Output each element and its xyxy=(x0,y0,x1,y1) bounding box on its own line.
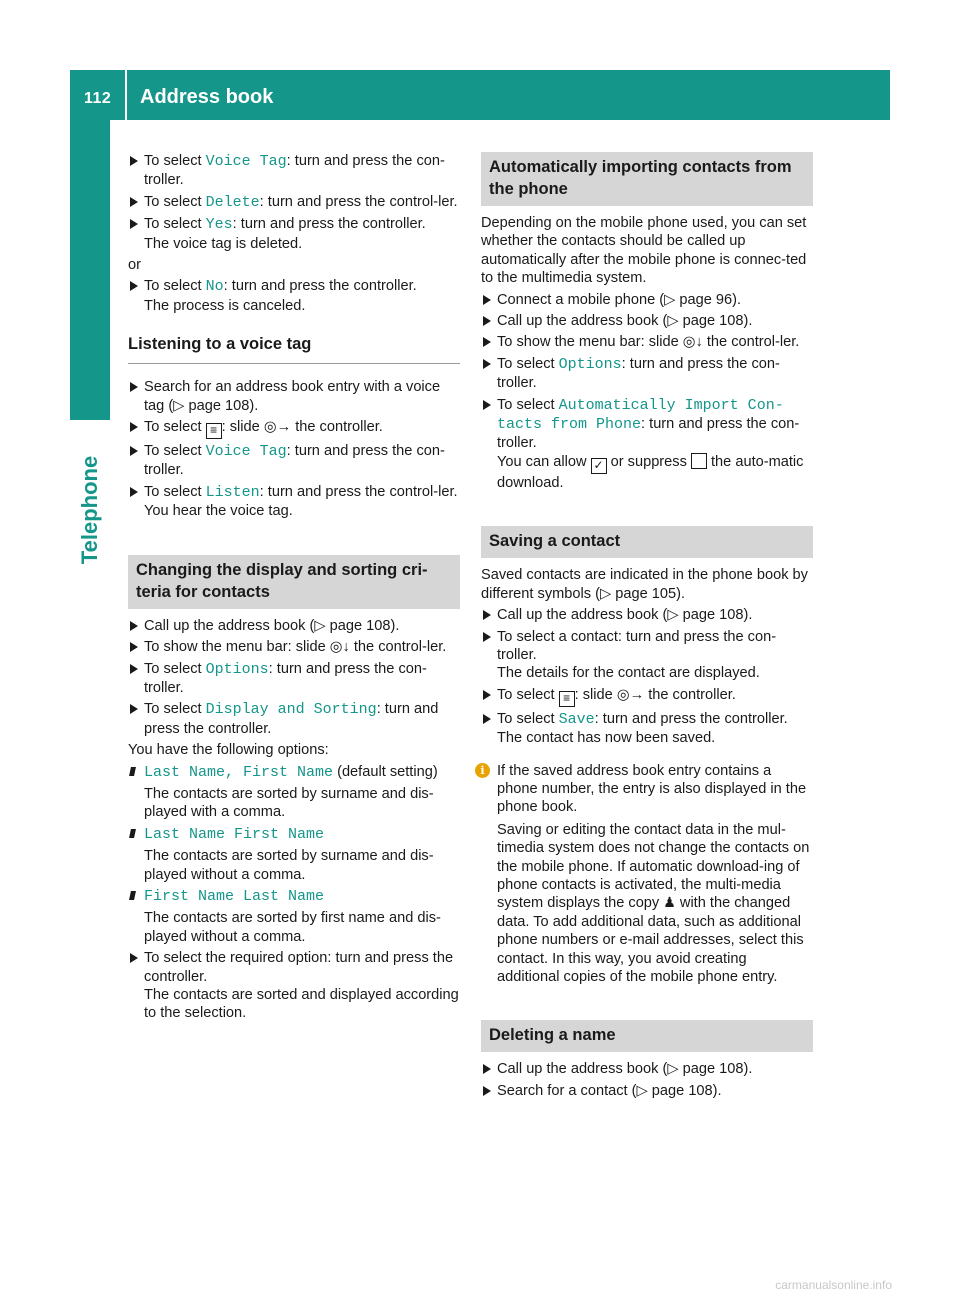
step-select-menu-symbol: To select ≡ : slide ◎→ the controller. xyxy=(128,418,460,439)
step-select-options: To select Options: turn and press the con-troller. xyxy=(481,355,813,393)
page-header xyxy=(70,70,890,120)
option-desc: The contacts are sorted by surname and dis-played with a comma. xyxy=(144,785,434,821)
info-text: Saving or editing the contact data in the mul-timedia system does not change the contacts on the mobile phone. If automatic download-ing of phone contacts is activated, the multi-media system displays the copy ♟ with the changed data. To add additional data, such as additional phone numbers or e-mail addresses, select this contact. In this way, you avoid creating additional copies of the mobile phone entry. xyxy=(497,821,810,985)
step-call-address-book: Call up the address book (▷ page 108). xyxy=(481,1060,813,1078)
step-select-yes: To select Yes: turn and press the controller. The voice tag is deleted. xyxy=(128,215,460,253)
page-number: 112 xyxy=(84,90,112,107)
step-select-required-option: To select the required option: turn and press the controller. The contacts are sorted and displayed according to the selection. xyxy=(128,949,460,1023)
step-search-contact: Search for a contact (▷ page 108). xyxy=(481,1082,813,1100)
step-select-no: To select No: turn and press the controller. The process is canceled. xyxy=(128,277,460,315)
info-note xyxy=(481,762,813,987)
step-call-address-book: Call up the address book (▷ page 108). xyxy=(481,606,813,624)
step-show-menu-bar: To show the menu bar: slide ◎↓ the control-ler. xyxy=(481,333,813,351)
step-search-entry: Search for an address book entry with a voice tag (▷ page 108). xyxy=(128,378,460,415)
step-connect-phone: Connect a mobile phone (▷ page 96). xyxy=(481,291,813,309)
chapter-tab xyxy=(70,120,110,420)
option-first-last: First Name Last Name xyxy=(128,887,460,906)
left-column xyxy=(128,152,460,1026)
option-desc: The contacts are sorted by first name and dis-played without a comma. xyxy=(144,910,441,945)
section-heading-listening: Listening to a voice tag xyxy=(128,333,460,364)
step-select-display-sorting: To select Display and Sorting: turn and press the controller. xyxy=(128,700,460,738)
step-select-delete: To select Delete: turn and press the control-ler. xyxy=(128,193,460,212)
step-select-voice-tag: To select Voice Tag: turn and press the con-troller. xyxy=(128,152,460,190)
checkbox-checked-icon: ✓ xyxy=(591,458,607,474)
step-call-address-book: Call up the address book (▷ page 108). xyxy=(481,312,813,330)
section-heading-saving: Saving a contact xyxy=(481,526,813,558)
checkbox-empty-icon xyxy=(691,453,707,469)
section-heading-display: Changing the display and sorting cri-teria for contacts xyxy=(128,555,460,609)
step-select-save: To select Save: turn and press the controller. The contact has now been saved. xyxy=(481,710,813,748)
options-intro: You have the following options: xyxy=(128,742,329,759)
person-copy-icon: ♟ xyxy=(663,894,676,911)
chapter-label: Telephone xyxy=(76,455,102,565)
saving-intro: Saved contacts are indicated in the phone book by different symbols (▷ page 105). xyxy=(481,567,808,602)
menu-bar-icon: ≡ xyxy=(206,423,222,439)
watermark: carmanualsonline.info xyxy=(775,1278,892,1292)
section-heading-deleting: Deleting a name xyxy=(481,1020,813,1052)
step-show-menu-bar: To show the menu bar: slide ◎↓ the control-ler. xyxy=(128,638,460,656)
step-select-voice-tag-2: To select Voice Tag: turn and press the con-troller. xyxy=(128,442,460,480)
section-heading-auto-import: Automatically importing contacts from the phone xyxy=(481,152,813,206)
step-call-address-book: Call up the address book (▷ page 108). xyxy=(128,617,460,635)
step-select-menu-symbol: To select ≡ : slide ◎→ the controller. xyxy=(481,686,813,707)
page-title: Address book xyxy=(140,86,274,108)
option-last-first: Last Name First Name xyxy=(128,825,460,844)
info-text: If the saved address book entry contains a phone number, the entry is also displayed in the phone book. xyxy=(497,762,807,816)
step-select-listen: To select Listen: turn and press the control-ler. You hear the voice tag. xyxy=(128,483,460,521)
or-text: or xyxy=(128,257,141,274)
auto-import-intro: Depending on the mobile phone used, you can set whether the contacts should be called up automatically after the mobile phone is connec-ted to the multimedia system. xyxy=(481,215,807,287)
menu-bar-icon: ≡ xyxy=(559,691,575,707)
step-select-options: To select Options: turn and press the con-troller. xyxy=(128,660,460,698)
right-column xyxy=(481,152,813,1103)
option-last-first-comma: Last Name, First Name (default setting) xyxy=(128,763,460,782)
option-desc: The contacts are sorted by surname and dis-played without a comma. xyxy=(144,848,434,883)
info-icon: i xyxy=(475,763,490,778)
step-select-contact: To select a contact: turn and press the con-troller. The details for the contact are displayed. xyxy=(481,628,813,683)
step-select-auto-import: To select Automatically Import Con-tacts from Phone: turn and press the con-troller. You can allow ✓ or suppress the auto-matic download. xyxy=(481,396,813,493)
header-divider xyxy=(125,70,127,120)
